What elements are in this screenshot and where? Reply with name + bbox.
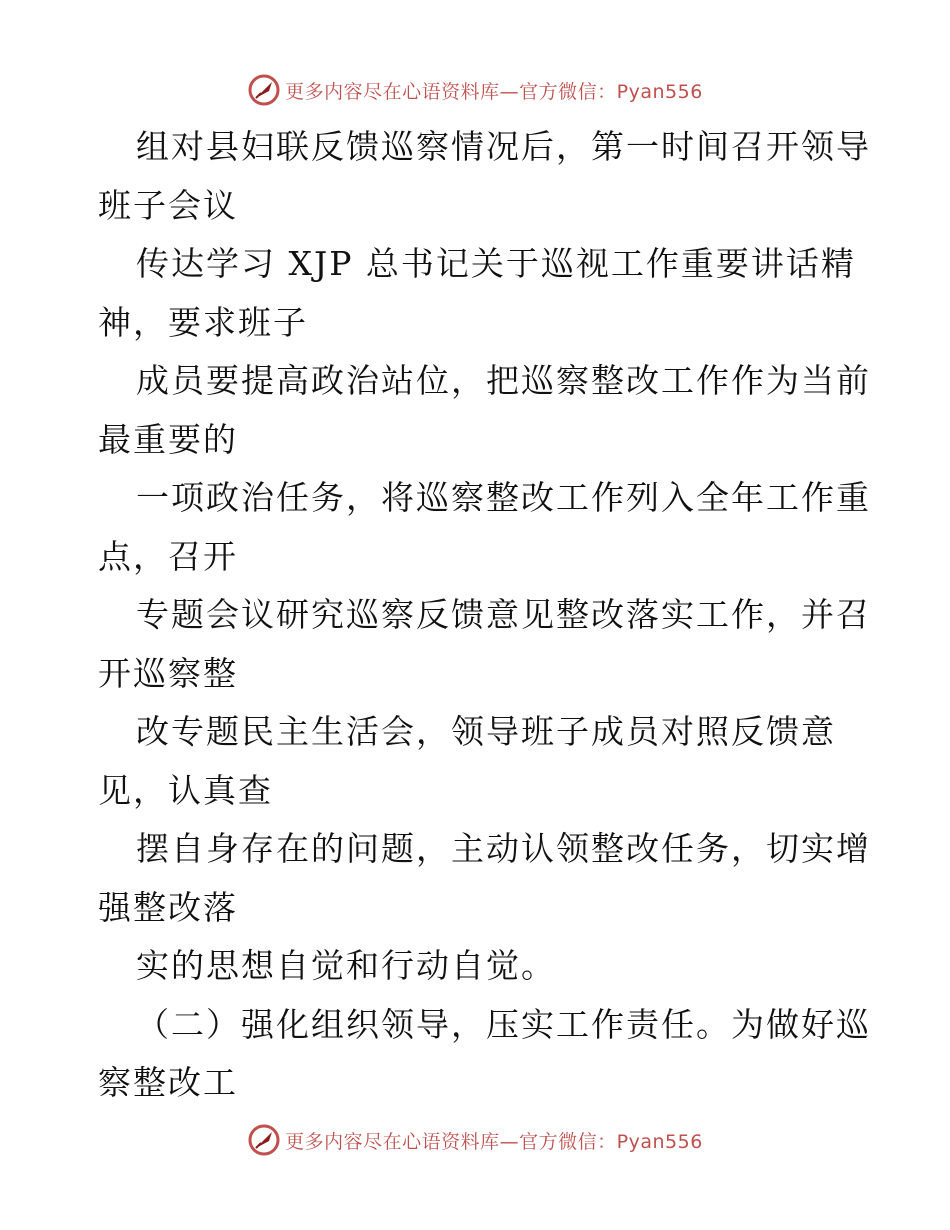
text-line: 察整改工 (98, 1063, 238, 1102)
text-line: 见，认真查 (98, 770, 273, 810)
text-line: 一项政治任务，将巡察整改工作列入全年工作重 (136, 478, 871, 517)
text-line: （二）强化组织领导，压实工作责任。为做好巡 (136, 1004, 871, 1044)
text-line: 摆自身存在的问题，主动认领整改任务，切实增 (136, 829, 871, 868)
text-line: 改专题民主生活会，领导班子成员对照反馈意 (136, 712, 836, 751)
quill-pen-logo-icon (247, 73, 281, 107)
text-line: 强整改落 (98, 887, 238, 927)
text-line: 开巡察整 (98, 653, 238, 693)
header-watermark-banner (0, 70, 950, 110)
text-line: 最重要的 (98, 419, 238, 459)
quill-pen-logo-icon (247, 1123, 281, 1157)
document-body (98, 118, 871, 1113)
text-line: 神，要求班子 (98, 302, 308, 342)
text-line: 班子会议 (98, 185, 238, 225)
text-line: 专题会议研究巡察反馈意见整改落实工作，并召 (136, 595, 871, 634)
text-line: 点，召开 (98, 536, 238, 576)
text-line: 传达学习 XJP 总书记关于巡视工作重要讲话精 (136, 244, 856, 283)
footer-watermark-banner (0, 1120, 950, 1160)
header-watermark-text: 更多内容尽在心语资料库—官方微信：Pyan556 (285, 80, 703, 103)
text-line: 实的思想自觉和行动自觉。 (136, 946, 556, 985)
footer-watermark-text: 更多内容尽在心语资料库—官方微信：Pyan556 (285, 1130, 703, 1153)
text-line: 组对县妇联反馈巡察情况后，第一时间召开领导 (136, 127, 871, 166)
text-line: 成员要提高政治站位，把巡察整改工作作为当前 (136, 361, 871, 400)
